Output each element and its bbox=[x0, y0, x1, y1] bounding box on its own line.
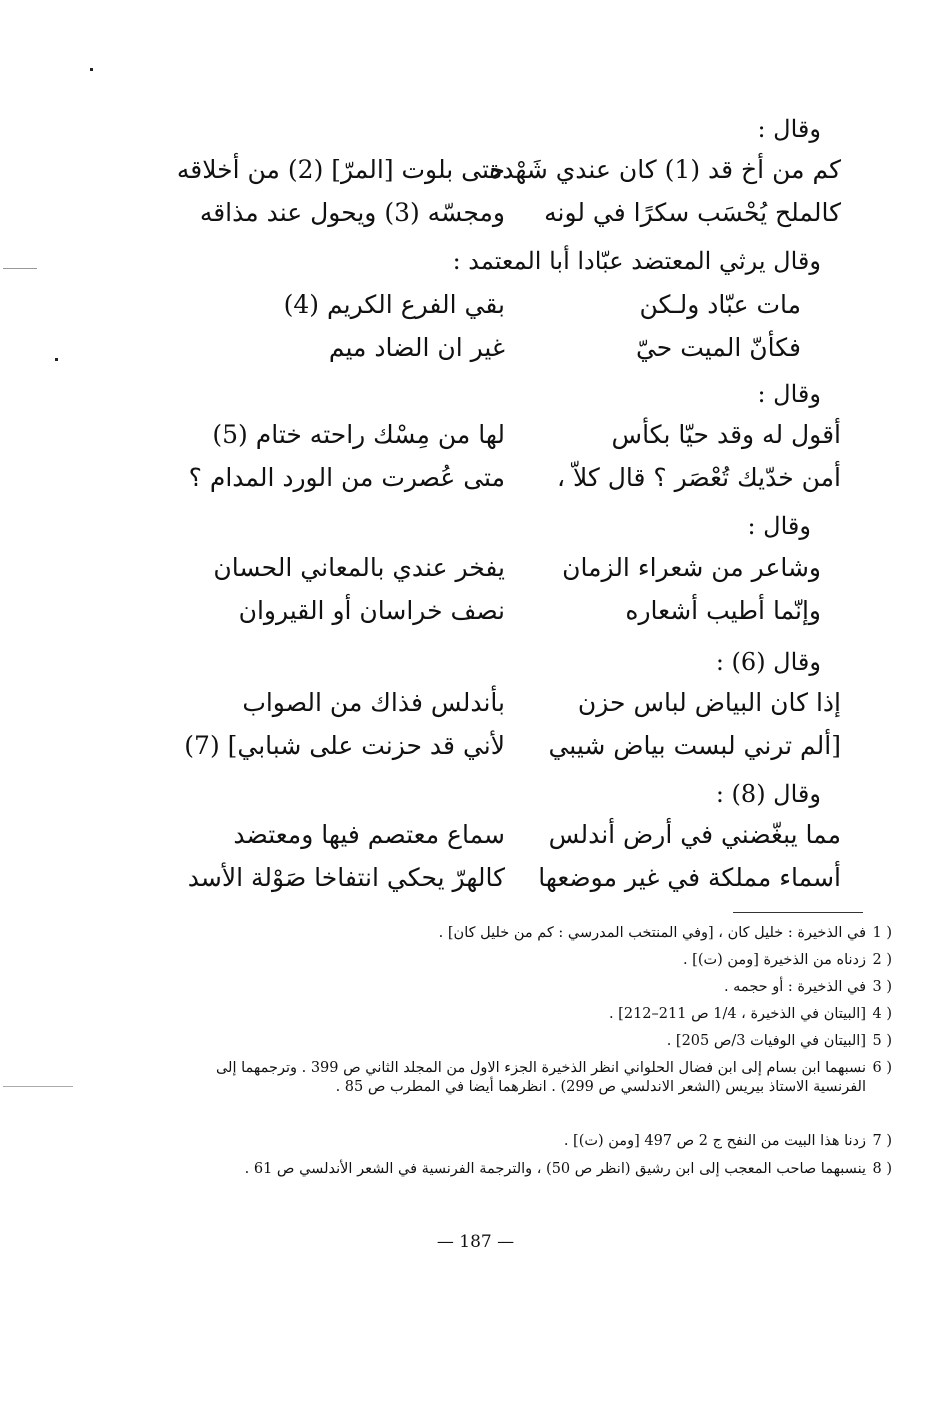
verse-first-hemistich: فكأنّ الميت حيّ bbox=[635, 333, 801, 362]
verse-first-hemistich: وشاعر من شعراء الزمان bbox=[562, 553, 821, 582]
verse-second-hemistich: لها من مِسْك راحته ختام (5) bbox=[212, 420, 505, 449]
section-heading: وقال : bbox=[757, 380, 821, 408]
scan-speck bbox=[3, 1086, 73, 1087]
footnote-text: [البيتان في الوفيات 3/ص 205] . bbox=[666, 1033, 866, 1049]
scan-speck bbox=[90, 68, 93, 71]
footnote-text: في الذخيرة : أو حجمه . bbox=[723, 979, 866, 995]
footnote-number: 6 ) bbox=[872, 1060, 892, 1076]
verse-first-hemistich: إذا كان البياض لباس حزن bbox=[577, 688, 841, 717]
footnote-number: 1 ) bbox=[872, 925, 892, 941]
verse-second-hemistich: نصف خراسان أو القيروان bbox=[238, 596, 505, 625]
verse-first-hemistich: أسماء مملكة في غير موضعها bbox=[538, 863, 841, 892]
scan-speck bbox=[55, 358, 58, 361]
footnote-text: [البيتان في الذخيرة ، 1/4 ص 211–212] . bbox=[608, 1006, 866, 1022]
footnote-number: 8 ) bbox=[872, 1161, 892, 1177]
footnote-divider bbox=[733, 912, 863, 913]
verse-first-hemistich: أمن خدّيك تُعْصَر ؟ قال كلاّ ، bbox=[556, 463, 841, 492]
verse-first-hemistich: مات عبّاد ولـكن bbox=[639, 290, 801, 319]
footnote bbox=[186, 1005, 892, 1024]
verse-second-hemistich: بقي الفرع الكريم (4) bbox=[283, 290, 505, 319]
section-heading: وقال (8) : bbox=[715, 780, 821, 808]
verse-second-hemistich: غير ان الضاد ميم bbox=[328, 333, 505, 362]
footnote-number: 7 ) bbox=[872, 1133, 892, 1149]
verse-second-hemistich: بأندلس فذاك من الصواب bbox=[242, 688, 505, 717]
verse-first-hemistich: أقول له وقد حيّا بكأس bbox=[611, 420, 841, 449]
footnote bbox=[186, 978, 892, 997]
verse-second-hemistich: حتى بلوت [المرّ] (2) من أخلاقه bbox=[176, 155, 505, 184]
section-heading: وقال (6) : bbox=[715, 648, 821, 676]
footnote-number: 4 ) bbox=[872, 1006, 892, 1022]
footnote bbox=[186, 1132, 892, 1151]
section-heading: وقال يرثي المعتضد عبّادا أبا المعتمد : bbox=[452, 247, 821, 275]
section-heading: وقال : bbox=[757, 115, 821, 143]
footnote bbox=[186, 1059, 892, 1097]
footnote bbox=[186, 1032, 892, 1051]
footnote-number: 2 ) bbox=[872, 952, 892, 968]
footnote-number: 3 ) bbox=[872, 979, 892, 995]
verse-second-hemistich: متى عُصرت من الورد المدام ؟ bbox=[188, 463, 505, 492]
footnote-text: زدنا هذا البيت من النفح ج 2 ص 497 [ومن (ت)] . bbox=[563, 1133, 866, 1149]
verse-first-hemistich: مما يبغّضني في أرض أندلس bbox=[548, 820, 841, 849]
section-heading: وقال : bbox=[747, 512, 811, 540]
footnote bbox=[186, 951, 892, 970]
verse-first-hemistich: كم من أخ قد (1) كان عندي شَهْدة bbox=[489, 155, 841, 184]
verse-second-hemistich: لأني قد حزنت على شبابي] (7) bbox=[184, 731, 505, 760]
footnote bbox=[186, 924, 892, 943]
verse-second-hemistich: ومجسّه (3) ويحول عند مذاقه bbox=[199, 198, 505, 227]
page-number: — 187 — bbox=[436, 1232, 515, 1252]
footnote bbox=[186, 1160, 892, 1179]
verse-first-hemistich: وإنّما أطيب أشعاره bbox=[625, 596, 821, 625]
verse-second-hemistich: سماع معتصم فيها ومعتضد bbox=[233, 820, 505, 849]
footnote-text: في الذخيرة : خليل كان ، [وفي المنتخب المدرسي : كم من خليل كان] . bbox=[438, 925, 866, 941]
footnote-text: ينسبهما صاحب المعجب إلى ابن رشيق (انظر ص 50) ، والترجمة الفرنسية في الشعر الأندلسي ص 61 . bbox=[244, 1161, 866, 1177]
verse-second-hemistich: كالهرّ يحكي انتفاخا صَوْلة الأسد bbox=[187, 863, 505, 892]
verse-second-hemistich: يفخر عندي بالمعاني الحسان bbox=[213, 553, 505, 582]
scan-speck bbox=[3, 268, 37, 269]
footnote-text: نسبهما ابن بسام إلى ابن فضال الحلواني انظر الذخيرة الجزء الاول من المجلد الثاني ص 399 . وترجمهما إلى الفرنسية الاستاذ بيريس (الشعر الاندلسي ص 299) . انظرهما أيضا في المطرب ص 85 . bbox=[215, 1060, 866, 1095]
footnote-text: زدناه من الذخيرة [ومن (ت)] . bbox=[682, 952, 866, 968]
verse-first-hemistich: [ألم ترني لبست بياض شيبي bbox=[548, 731, 841, 760]
footnote-number: 5 ) bbox=[872, 1033, 892, 1049]
verse-first-hemistich: كالملح يُحْسَب سكرًا في لونه bbox=[544, 198, 841, 227]
